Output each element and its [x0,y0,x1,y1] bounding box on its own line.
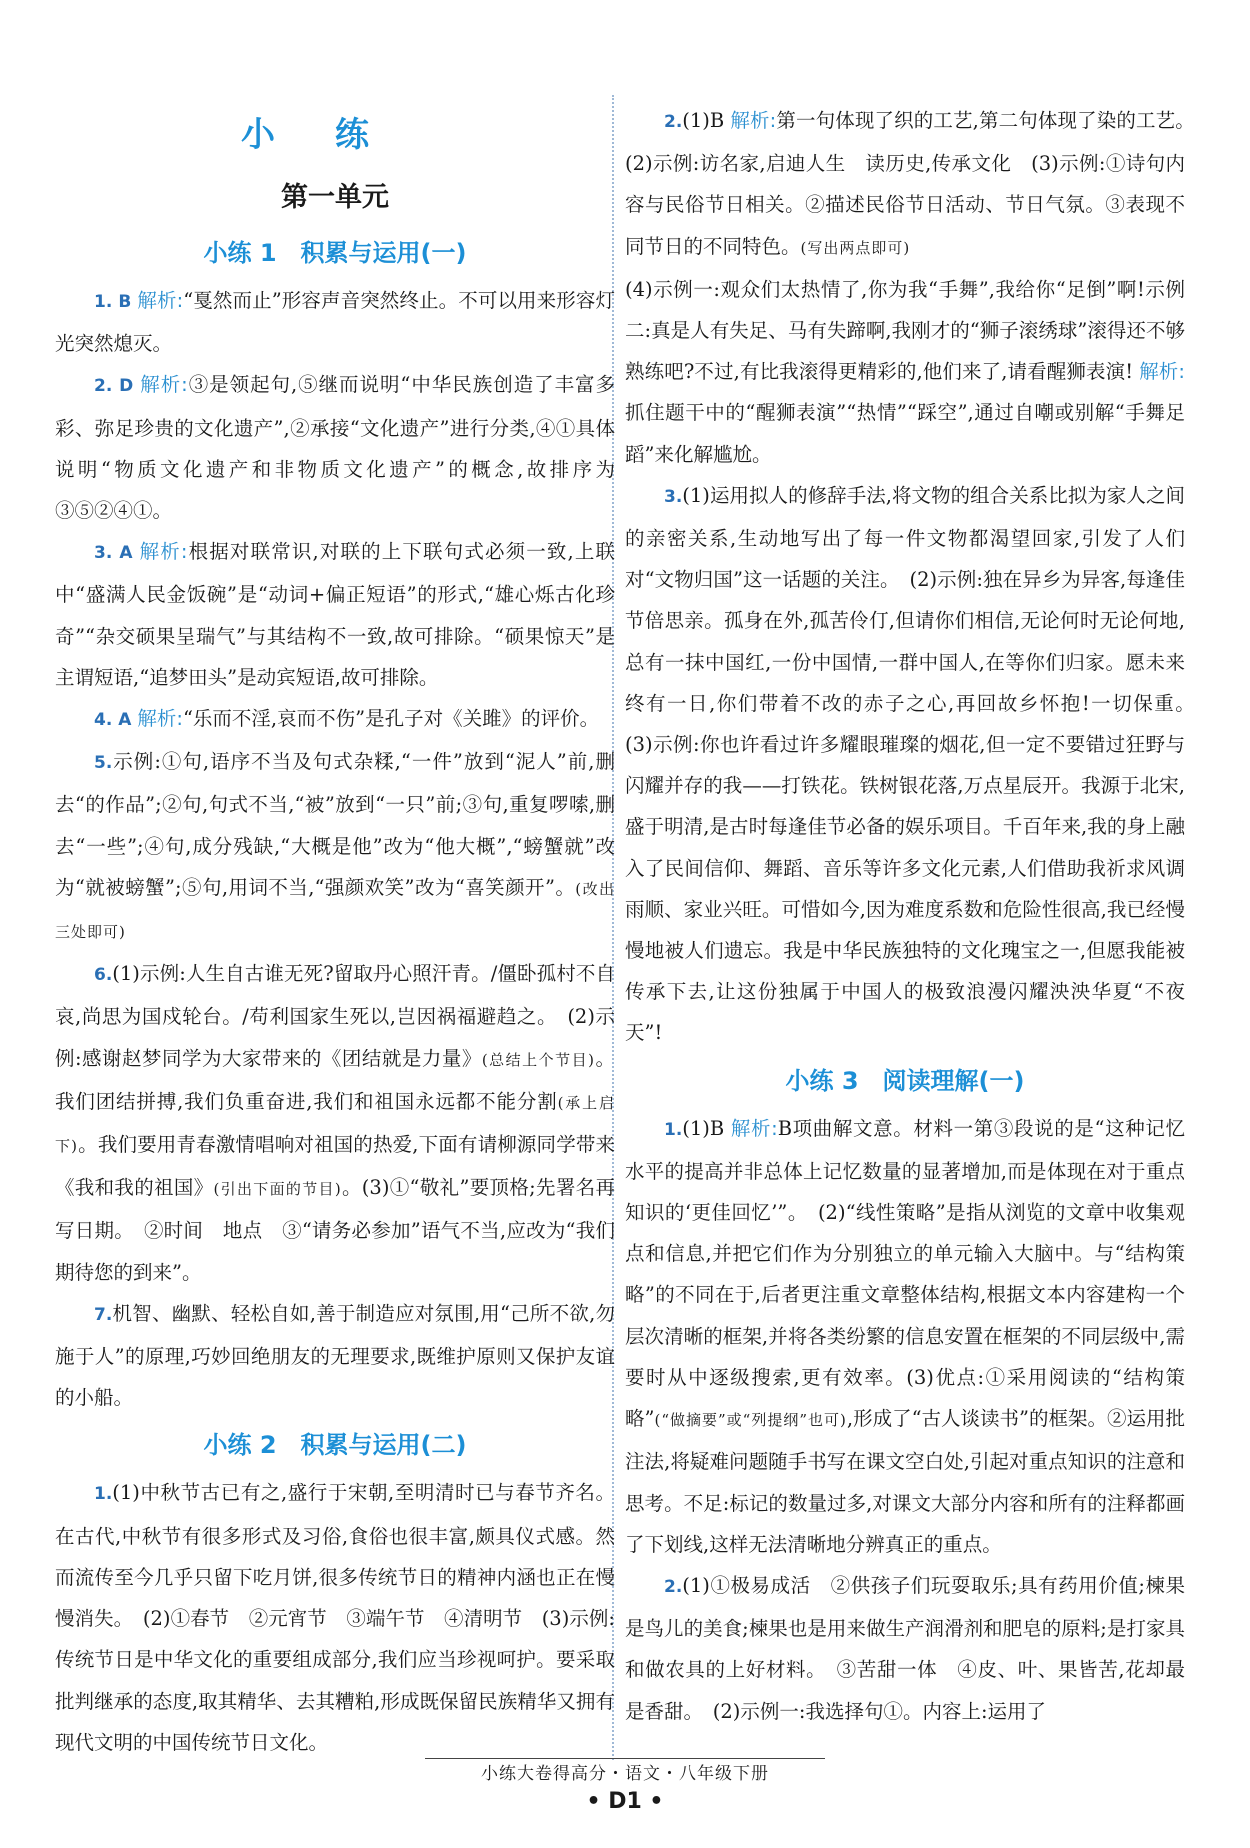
answer-item: 6.(1)示例:人生自古谁无死?留取丹心照汗青。/僵卧孤村不自哀,尚思为国戍轮台。/苟利国家生死以,岂因祸福避趋之。 (2)示例:感谢赵梦同学为大家带来的《团结就是力量》(总结上个节目)。我们团结拼搏,我们负重奋进,我们和祖国永远都不能分割(承上启下)。我们要用青春激情唱响对祖国的热爱,下面有请柳源同学带来《我和我的祖国》(引出下面的节目)。(3)①“敬礼”要顶格;先署名再写日期。 ②时间 地点 ③“请务必参加”语气不当,应改为“我们期待您的到来”。 [55,962,615,1284]
answer-item: 2.(1)①极易成活 ②供孩子们玩耍取乐;具有药用价值;楝果是鸟儿的美食;楝果也是用来做生产润滑剂和肥皂的原料;是打家具和做农具的上好材料。 ③苦甜一体 ④皮、叶、果皆苦,花却最是香甜。 (2)示例一:我选择句①。内容上:运用了 [625,1573,1185,1723]
answer-item: 1.(1)中秋节古已有之,盛行于宋朝,至明清时已与春节齐名。在古代,中秋节有很多形式及习俗,食俗也很丰富,颇具仪式感。然而流传至今几乎只留下吃月饼,很多传统节日的精神内涵也正在慢慢消失。 (2)①春节 ②元宵节 ③端午节 ④清明节 (3)示例:传统节日是中华文化的重要组成部分,我们应当珍视呵护。要采取批判继承的态度,取其精华、去其糟粕,形成既保留民族精华又拥有现代文明的中国传统节日文化。 [55,1481,615,1754]
answer-item: 1. B 解析:“戛然而止”形容声音突然终止。不可以用来形容灯光突然熄灭。 [55,289,615,356]
answer-item: 3.(1)运用拟人的修辞手法,将文物的组合关系比拟为家人之间的亲密关系,生动地写出了每一件文物都渴望回家,引发了人们对“文物归国”这一话题的关注。 (2)示例:独在异乡为异客,每逢佳节倍思亲。孤身在外,孤苦伶仃,但请你们相信,无论何时无论何地,总有一抹中国红,一份中国情,一群中国人,在等你们归家。愿未来终有一日,你们带着不改的赤子之心,再回故乡怀抱!一切保重。 (3)示例:你也许看过许多耀眼璀璨的烟花,但一定不要错过狂野与闪耀并存的我——打铁花。铁树银花落,万点星辰开。我源于北宋,盛于明清,是古时每逢佳节必备的娱乐项目。千百年来,我的身上融入了民间信仰、舞蹈、音乐等许多文化元素,人们借助我祈求风调雨顺、家业兴旺。可惜如今,因为难度系数和危险性很高,我已经慢慢地被人们遗忘。我是中华民族独特的文化瑰宝之一,但愿我能被传承下去,让这份独属于中国人的极致浪漫闪耀泱泱华夏“不夜天”! [625,483,1205,1045]
answer-item: 3. A 解析:根据对联常识,对联的上下联句式必须一致,上联中“盛满人民金饭碗”是“动词+偏正短语”的形式,“雄心烁古化珍奇”“杂交硕果呈瑞气”与其结构不一致,故可排除。“硕果惊天”是主谓短语,“追梦田头”是动宾短语,故可排除。 [55,540,615,689]
answer-item: (4)示例一:观众们太热情了,你为我“手舞”,我给你“足倒”啊!示例二:真是人有失足、马有失蹄啊,我刚才的“狮子滚绣球”滚得还不够熟练吧?不过,有比我滚得更精彩的,他们来了,请看醒狮表演! 解析:抓住题干中的“醒狮表演”“热情”“踩空”,通过自嘲或别解“手舞足蹈”来化解尴尬。 [625,277,1185,466]
section-title-1: 小练 1 积累与运用(一) [203,239,467,267]
answer-item: 4. A 解析:“乐而不淫,哀而不伤”是孔子对《关雎》的评价。 [94,707,600,731]
book-title: 小练大卷得高分・语文・八年级下册 [481,1764,769,1784]
answer-item: 2. D 解析:③是领起句,⑤继而说明“中华民族创造了丰富多彩、弥足珍贵的文化遗产”,②承接“文化遗产”进行分类,④①具体说明“物质文化遗产和非物质文化遗产”的概念,故排序为③⑤②④①。 [55,373,615,523]
section-title-2: 小练 2 积累与运用(二) [203,1431,467,1460]
page-number: • D1 • [586,1789,664,1814]
answer-item: 1.(1)B 解析:B项曲解文意。材料一第③段说的是“这种记忆水平的提高并非总体上记忆数量的显著增加,而是体现在对于重点知识的‘更佳回忆’”。 (2)“线性策略”是指从浏览的文章中收集观点和信息,并把它们作为分别独立的单元输入大脑中。与“结构策略”的不同在于,后者更注重文章整体结构,根据文本内容建构一个层次清晰的框架,并将各类纷繁的信息安置在框架的不同层级中,需要时从中逐级搜索,更有效率。(3)优点:①采用阅读的“结构策略”(“做摘要”或“列提纲”也可),形成了“古人谈读书”的框架。②运用批注法,将疑难问题随手书写在课文空白处,引起对重点知识的注意和思考。不足:标记的数量过多,对课文大部分内容和所有的注释都画了下划线,这样无法清晰地分辨真正的重点。 [625,1116,1186,1556]
page-footer [0,1758,1250,1817]
main-title: 小练 [241,115,429,155]
answer-item: 2.(1)B 解析:第一句体现了织的工艺,第二句体现了染的工艺。 (2)示例:访名家,启迪人生 读历史,传承文化 (3)示例:①诗句内容与民俗节日相关。②描述民俗节日活动、节日气氛。③表现不同节日的不同特色。(写出两点即可) [625,109,1205,258]
unit-title: 第一单元 [281,182,389,213]
answer-item: 5.示例:①句,语序不当及句式杂糅,“一件”放到“泥人”前,删去“的作品”;②句,句式不当,“被”放到“一只”前;③句,重复啰嗦,删去“一些”;④句,成分残缺,“大概是他”改为“他大概”,“螃蟹就”改为“就被螃蟹”;⑤句,用词不当,“强颜欢笑”改为“喜笑颜开”。(改出三处即可) [55,750,615,942]
section-title-3: 小练 3 阅读理解(一) [785,1066,1025,1095]
footer-rule [425,1758,825,1759]
right-column [625,100,1205,1732]
left-column [55,100,615,1763]
answer-item: 7.机智、幽默、轻松自如,善于制造应对氛围,用“己所不欲,勿施于人”的原理,巧妙回绝朋友的无理要求,既维护原则又保护友谊的小船。 [55,1301,615,1410]
